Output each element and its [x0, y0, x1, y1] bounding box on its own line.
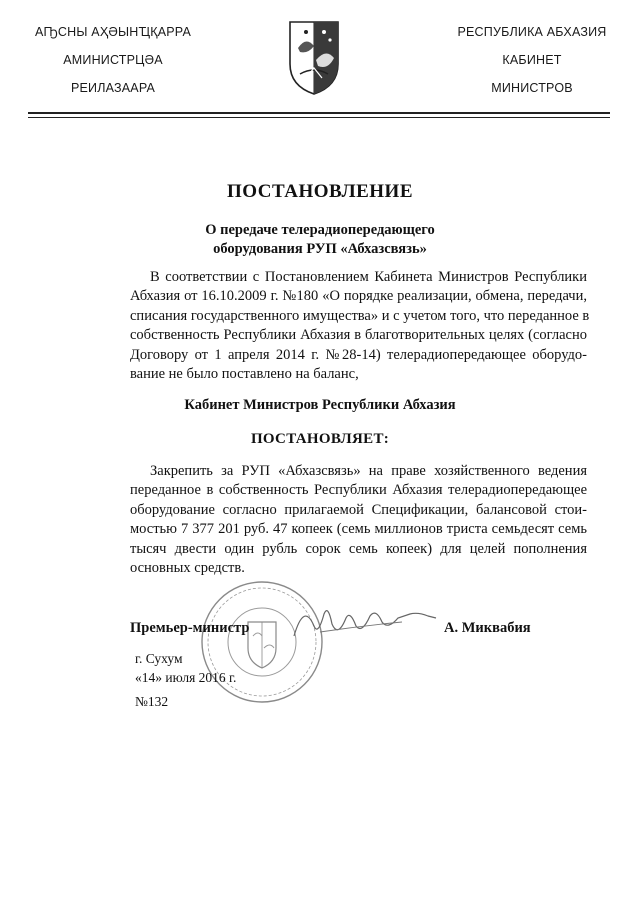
issue-place: г. Сухум	[135, 651, 183, 666]
header-left-line: АҦСНЫ АҲӘЫНҴҚАРРА	[34, 25, 192, 39]
document-title: ПОСТАНОВЛЕНИЕ	[226, 181, 414, 202]
preamble-paragraph	[130, 268, 590, 384]
resolution-line: мостью 7 377 201 руб. 47 копеек (семь миллионов триста семьдесят семь	[130, 521, 587, 538]
decree-heading: ПОСТАНОВЛЯЕТ:	[250, 431, 390, 447]
document-number: №132	[135, 694, 169, 709]
preamble-line: вание не было поставлено на баланс,	[130, 366, 359, 383]
header-left-abkhaz	[28, 24, 198, 108]
preamble-line: В соответствии с Постановлением Кабинета Министров Республики	[150, 269, 587, 285]
resolution-line: переданное в собственность Республики Абхазия телерадиопередающее	[130, 482, 587, 499]
signatory-role: Премьер-министр	[130, 620, 250, 636]
header-right-russian	[452, 24, 612, 108]
resolution-paragraph	[130, 462, 587, 578]
subject-line: О передаче телерадиопередающего	[205, 222, 435, 238]
header-left-line: АМИНИСТРЦӘА	[63, 53, 163, 67]
header-right-line: МИНИСТРОВ	[491, 81, 573, 95]
preamble-line: списания государственного имущества» и с учетом того, что переданное в	[130, 307, 590, 324]
header-divider-thin	[28, 117, 610, 118]
issuer-line: Кабинет Министров Республики Абхазия	[184, 397, 456, 413]
preamble-line: Абхазия от 16.10.2009 г. №180 «О порядке реализации, обмена, передачи,	[130, 288, 587, 305]
resolution-line: основных средств.	[130, 560, 245, 577]
document-subject	[0, 221, 640, 259]
header-divider-thick	[28, 112, 610, 114]
preamble-line: собственность Республики Абхазия в благотворительных целях (согласно	[130, 327, 587, 344]
subject-line: оборудования РУП «Абхазсвязь»	[213, 241, 427, 257]
resolution-line: Закрепить за РУП «Абхазсвязь» на праве хозяйственного ведения	[150, 463, 587, 479]
header-left-line: РЕИЛАЗААРА	[70, 81, 156, 95]
header-right-line: КАБИНЕТ	[502, 53, 562, 67]
issue-date: «14» июля 2016 г.	[135, 670, 237, 685]
signatory-name: А. Миквабия	[444, 620, 531, 636]
header-right-line: РЕСПУБЛИКА АБХАЗИЯ	[457, 25, 607, 39]
handwritten-signature-icon	[290, 596, 440, 646]
preamble-line: Договору от 1 апреля 2014 г. №28-14) телерадиопередающее оборудо-	[130, 346, 587, 363]
abkhazia-emblem-icon	[286, 18, 342, 96]
resolution-line: оборудование согласно прилагаемой Спецификации, балансовой стои-	[130, 501, 587, 518]
resolution-line: тысяч двести один рубль сорок семь копеек) для целей пополнения	[130, 540, 587, 557]
